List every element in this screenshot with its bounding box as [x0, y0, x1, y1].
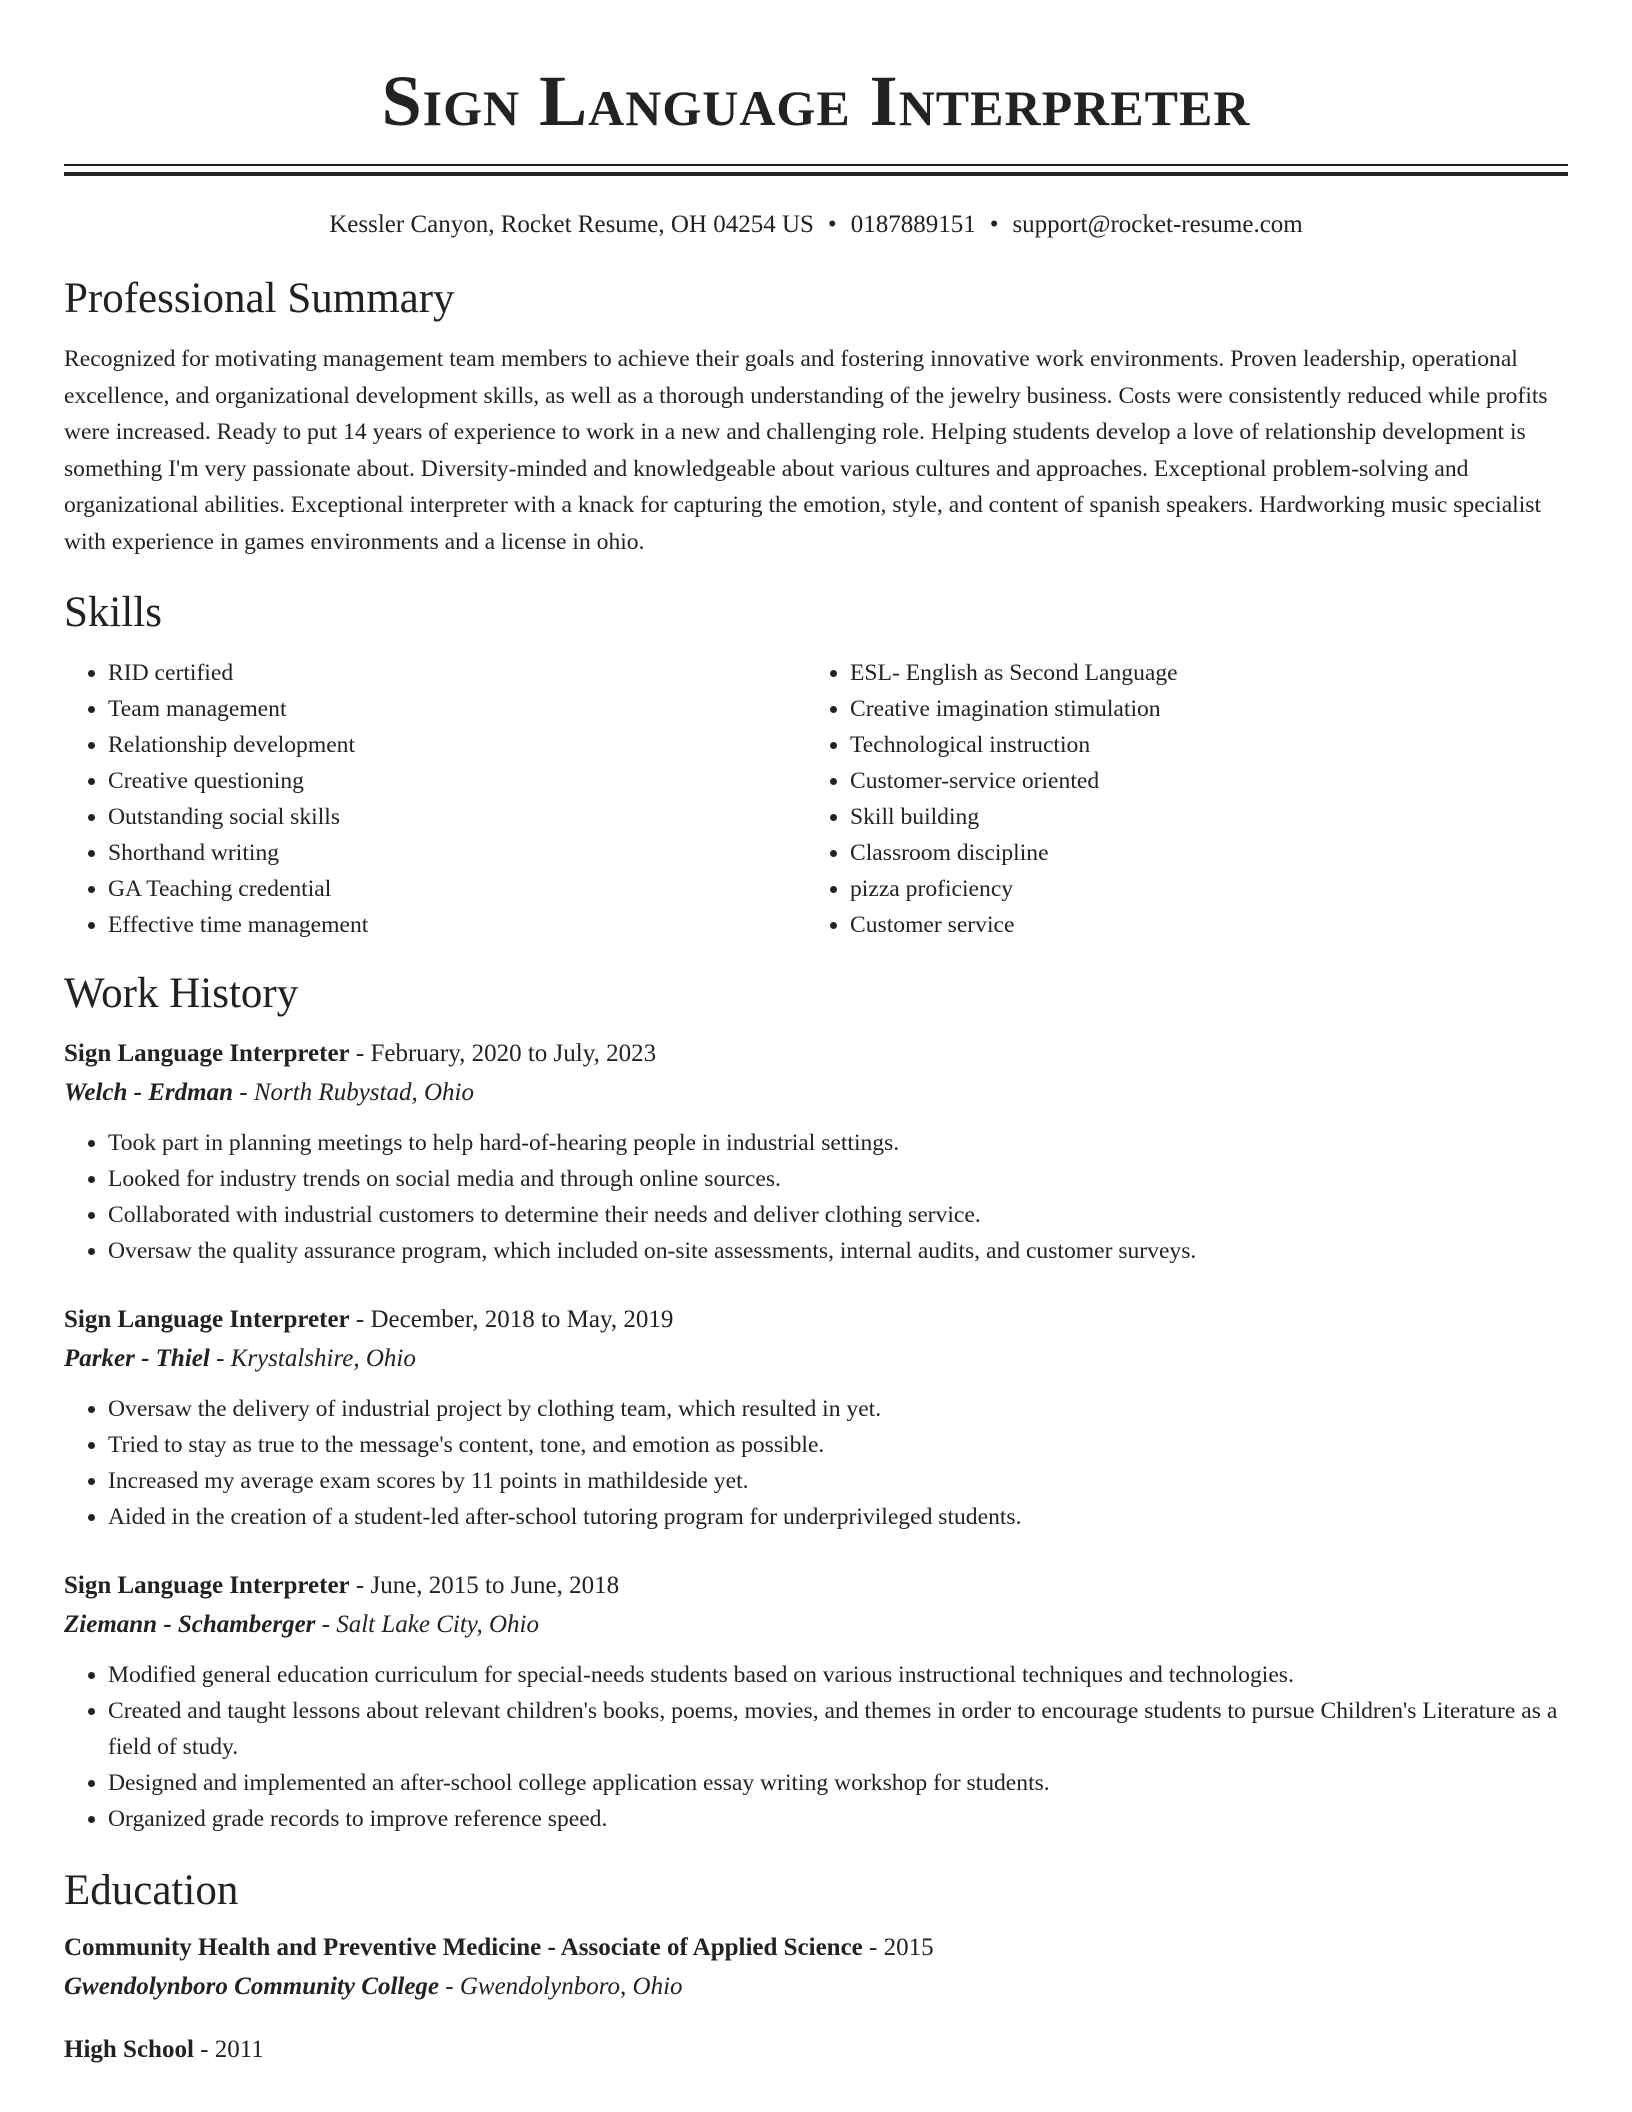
education-header	[64, 1929, 1568, 1967]
job-duty: • Looked for industry trends on social media and through online sources.	[108, 1161, 1568, 1197]
skills-list	[64, 655, 1568, 943]
education-entry	[64, 1929, 1568, 2007]
job-duty: • Increased my average exam scores by 11 points in mathildeside yet.	[108, 1463, 1568, 1499]
job-location: - North Rubystad, Ohio	[233, 1078, 474, 1106]
skill-item: • Customer service	[850, 907, 1548, 943]
skill-item: • Team management	[108, 691, 806, 727]
skill-item: • Creative questioning	[108, 763, 806, 799]
skill-item: • Skill building	[850, 799, 1548, 835]
skill-item: • Outstanding social skills	[108, 799, 806, 835]
education-heading: Education	[64, 1866, 239, 1914]
job-employer	[64, 1073, 1568, 1113]
job-company: Ziemann - Schamberger	[64, 1610, 316, 1638]
job-duty: • Tried to stay as true to the message's content, tone, and emotion as possible.	[108, 1427, 1568, 1463]
job-duty: • Took part in planning meetings to help hard-of-hearing people in industrial settings.	[108, 1125, 1568, 1161]
summary-text: Recognized for motivating management team members to achieve their goals and fostering innovative work environments. Proven leadership, operational excellence, and organizational development skills, as well as a thorough understanding of the jewelry business. Costs were consistently reduced while profits were increased. Ready to put 14 years of experience to work in a new and challenging role. Helping students develop a love of relationship development is something I'm very passionate about. Diversity-minded and knowledgeable about various cultures and approaches. Exceptional problem-solving and organizational abilities. Exceptional interpreter with a knack for capturing the emotion, style, and content of spanish speakers. Hardworking music specialist with experience in games environments and a license in ohio.	[64, 346, 1548, 555]
contact-address: Kessler Canyon, Rocket Resume, OH 04254 US	[329, 211, 814, 238]
work-history-heading: Work History	[64, 969, 299, 1017]
job-entry	[64, 1035, 1568, 1269]
job-header	[64, 1035, 1568, 1073]
skill-item: • Effective time management	[108, 907, 806, 943]
contact-line	[64, 208, 1568, 242]
job-duty: • Created and taught lessons about relevant children's books, poems, movies, and themes in order to encourage students to pursue Children's Literature as a field of study.	[108, 1693, 1568, 1765]
job-entry	[64, 1567, 1568, 1837]
skills-column-left	[64, 655, 806, 943]
header-divider-thick	[64, 172, 1568, 176]
job-entry	[64, 1301, 1568, 1535]
job-header	[64, 1567, 1568, 1605]
skill-item: • Creative imagination stimulation	[850, 691, 1548, 727]
job-company: Welch - Erdman	[64, 1078, 233, 1106]
skill-item: • Relationship development	[108, 727, 806, 763]
job-title: Sign Language Interpreter	[64, 1039, 350, 1067]
education-header	[64, 2031, 1568, 2069]
education-school: Gwendolynboro Community College	[64, 1972, 440, 2000]
skill-item: • Shorthand writing	[108, 835, 806, 871]
job-employer	[64, 1605, 1568, 1645]
education-institution	[64, 1967, 1568, 2007]
summary-heading: Professional Summary	[64, 275, 455, 322]
education-degree: Community Health and Preventive Medicine - Associate of Applied Science	[64, 1933, 863, 1961]
skill-item: • pizza proficiency	[850, 871, 1548, 907]
job-dates: - December, 2018 to May, 2019	[349, 1305, 674, 1333]
contact-separator: •	[827, 211, 837, 238]
job-duty: • Modified general education curriculum for special-needs students based on various instructional techniques and technologies.	[108, 1657, 1568, 1693]
skill-item: • RID certified	[108, 655, 806, 691]
job-location: - Salt Lake City, Ohio	[315, 1610, 540, 1638]
skill-item: • GA Teaching credential	[108, 871, 806, 907]
contact-email[interactable]: support@rocket-resume.com	[1012, 211, 1303, 238]
job-duty: • Designed and implemented an after-school college application essay writing workshop for students.	[108, 1765, 1568, 1801]
skill-item: • Technological instruction	[850, 727, 1548, 763]
job-duties	[64, 1657, 1568, 1837]
education-degree: High School	[64, 2035, 194, 2063]
job-title: Sign Language Interpreter	[64, 1571, 350, 1599]
job-duty: • Oversaw the quality assurance program, which included on-site assessments, internal audits, and customer surveys.	[108, 1233, 1568, 1269]
education-entry	[64, 2031, 1568, 2069]
contact-phone: 0187889151	[850, 211, 976, 238]
skills-column-right	[806, 655, 1548, 943]
contact-separator: •	[989, 211, 999, 238]
skill-item: • ESL- English as Second Language	[850, 655, 1548, 691]
job-location: - Krystalshire, Ohio	[209, 1344, 416, 1372]
skill-item: • Classroom discipline	[850, 835, 1548, 871]
education-location: - Gwendolynboro, Ohio	[439, 1972, 683, 2000]
resume-title: Sign Language Interpreter	[381, 61, 1251, 141]
job-duty: • Collaborated with industrial customers to determine their needs and deliver clothing service.	[108, 1197, 1568, 1233]
header-divider-thin	[64, 164, 1568, 166]
job-title: Sign Language Interpreter	[64, 1305, 350, 1333]
skill-item: • Customer-service oriented	[850, 763, 1548, 799]
job-company: Parker - Thiel	[64, 1344, 210, 1372]
job-employer	[64, 1339, 1568, 1379]
job-duties	[64, 1125, 1568, 1269]
job-duty: • Aided in the creation of a student-led after-school tutoring program for underprivileged students.	[108, 1499, 1568, 1535]
job-dates: - February, 2020 to July, 2023	[349, 1039, 657, 1067]
job-header	[64, 1301, 1568, 1339]
job-dates: - June, 2015 to June, 2018	[349, 1571, 620, 1599]
job-duty: • Organized grade records to improve reference speed.	[108, 1801, 1568, 1837]
job-duty: • Oversaw the delivery of industrial project by clothing team, which resulted in yet.	[108, 1391, 1568, 1427]
skills-heading: Skills	[64, 588, 162, 636]
resume-page	[64, 0, 1568, 2069]
education-year: - 2011	[193, 2035, 264, 2063]
education-year: - 2015	[862, 1933, 934, 1961]
job-duties	[64, 1391, 1568, 1535]
